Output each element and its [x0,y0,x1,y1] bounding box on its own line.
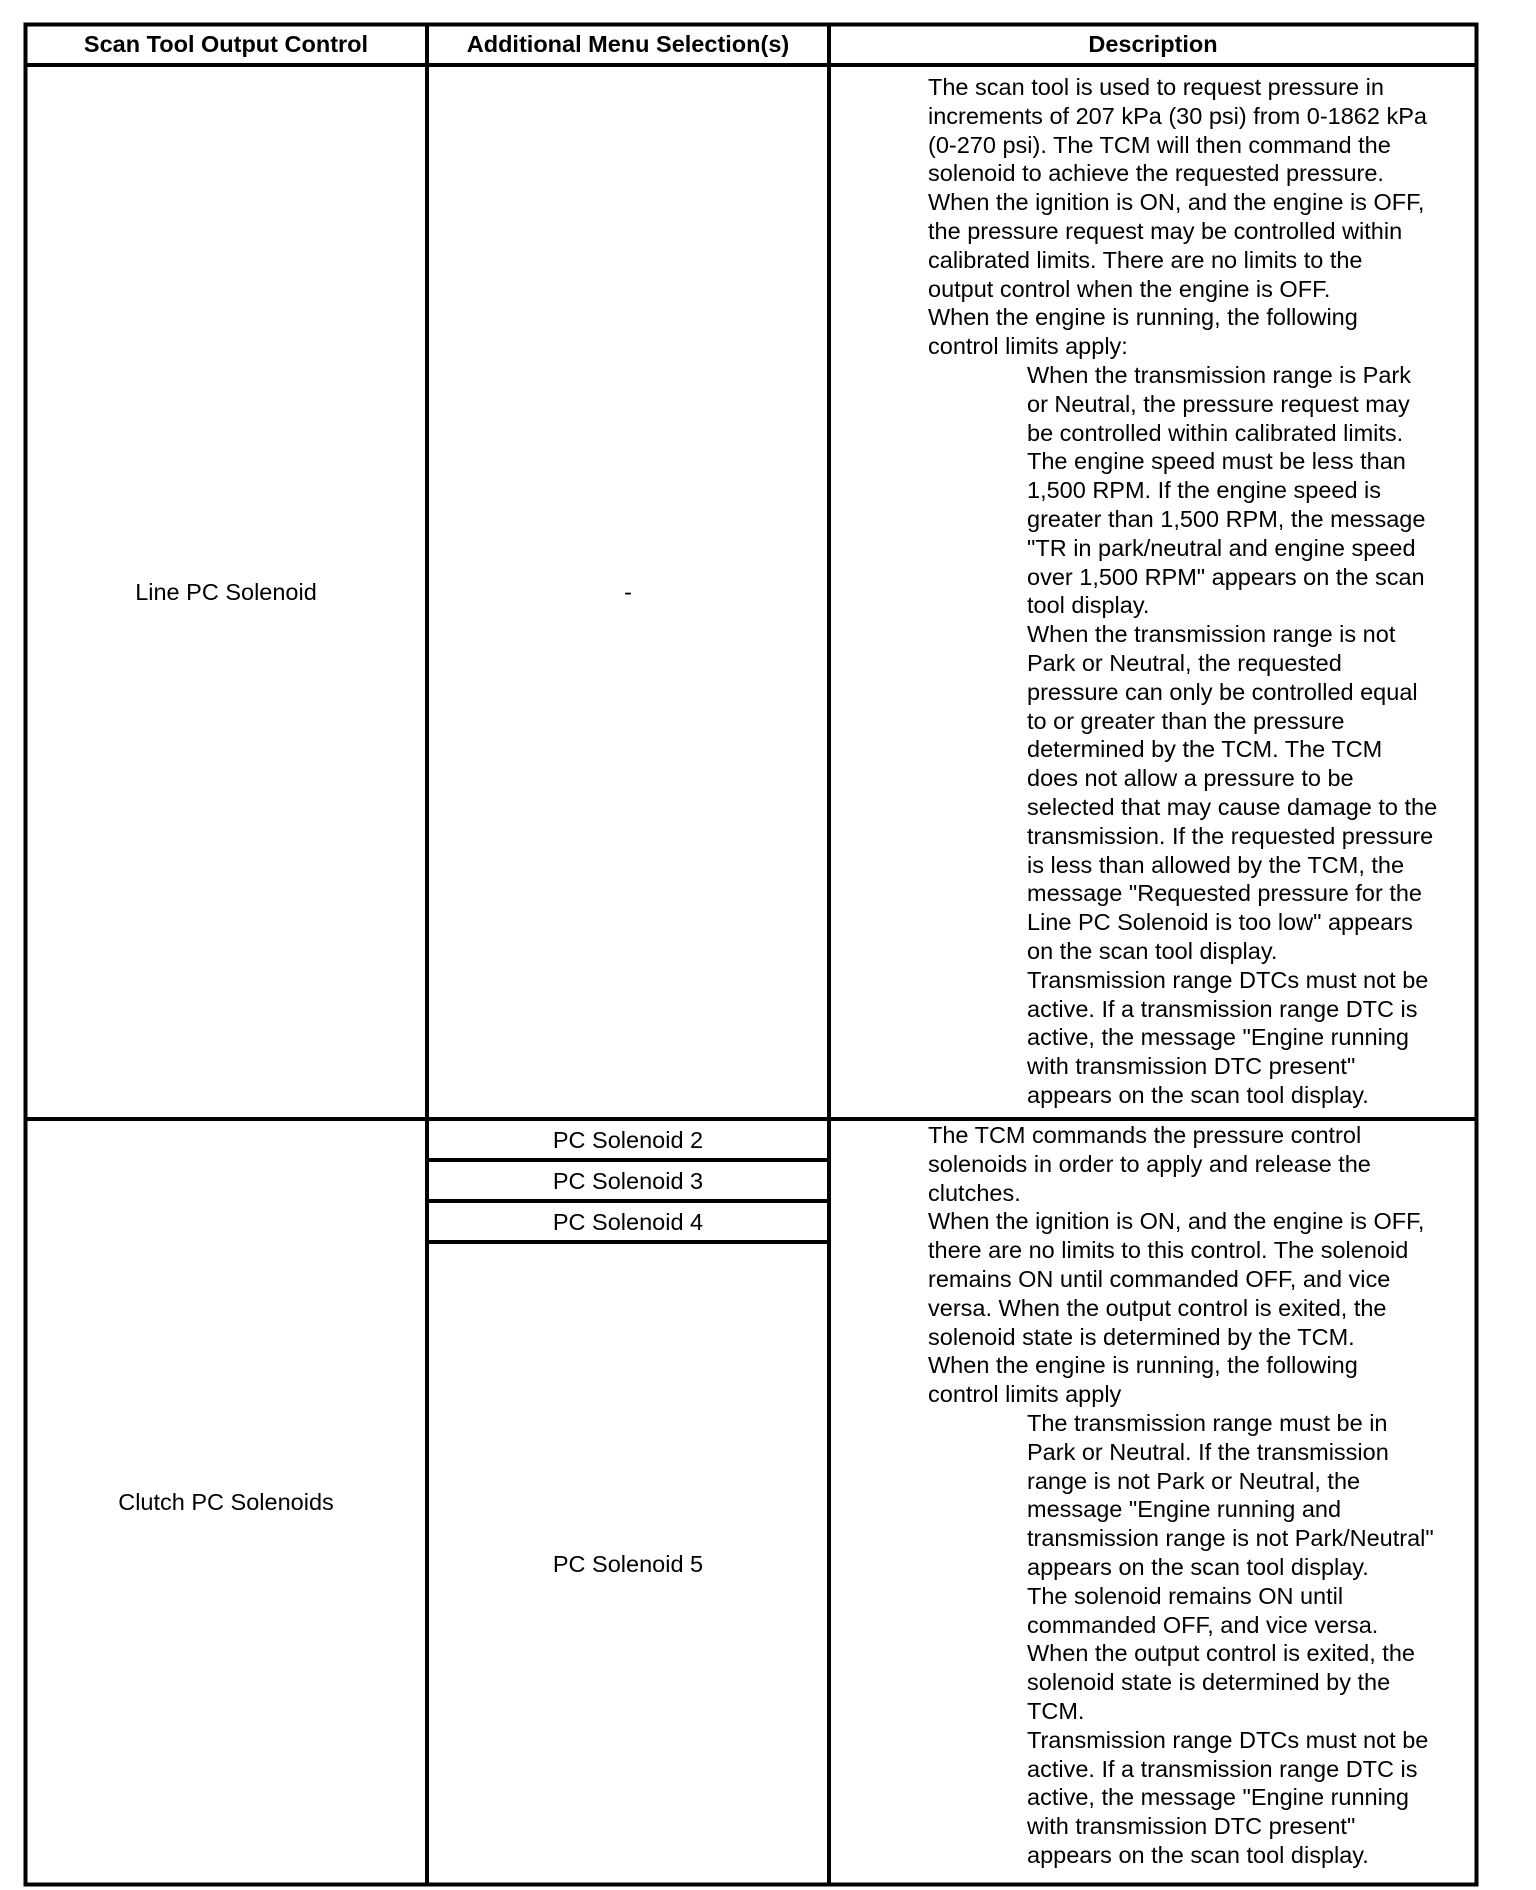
row1-description-line: When the transmission range is not [1027,621,1396,648]
row1-description-line: 1,500 RPM. If the engine speed is [1027,477,1382,504]
row1-description-line: increments of 207 kPa (30 psi) from 0-1862 kPa [928,102,1427,129]
row1-description-line: transmission. If the requested pressure [1027,822,1434,849]
header-additional-menu-selections: Additional Menu Selection(s) [466,31,790,57]
row1-description-line: is less than allowed by the TCM, the [1027,851,1405,878]
row1-description-line: When the ignition is ON, and the engine is OFF, [928,189,1425,216]
row1-selection-label: - [624,578,632,605]
row2-description-line: active. If a transmission range DTC is [1027,1755,1418,1782]
row2-description-line: The TCM commands the pressure control [928,1122,1362,1148]
row1-description-line: solenoid to achieve the requested pressure. [928,160,1384,187]
header-description: Description [1088,31,1218,57]
row2-description-line: TCM. [1027,1697,1085,1724]
row2-description-line: When the engine is running, the following [928,1352,1358,1379]
row1-description-line: selected that may cause damage to the [1027,793,1438,820]
header-scan-tool-output-control: Scan Tool Output Control [83,31,369,57]
row2-description-line: solenoid state is determined by the [1027,1669,1391,1696]
row2-description-line: versa. When the output control is exited, the [928,1294,1387,1321]
row1-control-label: Line PC Solenoid [135,578,317,605]
row2-description-line: remains ON until commanded OFF, and vice [928,1265,1391,1292]
row1-description-line: greater than 1,500 RPM, the message [1027,505,1426,532]
row1-description-line: pressure can only be controlled equal [1027,678,1418,705]
row1-description-line: When the transmission range is Park [1027,361,1411,388]
row1-description-line: appears on the scan tool display. [1027,1081,1369,1108]
row2-description-line: range is not Park or Neutral, the [1027,1467,1361,1494]
row2-description-line: solenoid state is determined by the TCM. [928,1323,1355,1350]
row2-selection-pc-solenoid-5: PC Solenoid 5 [552,1550,704,1577]
row1-description-line: tool display. [1027,592,1150,619]
row1-description-line: (0-270 psi). The TCM will then command the [928,131,1391,158]
row2-description-line: When the output control is exited, the [1027,1640,1415,1667]
row2-description [928,1121,1468,1870]
row1-description-line: When the engine is running, the following [928,304,1358,331]
row1-description-line: The scan tool is used to request pressure in [928,74,1384,100]
row1-description-line: the pressure request may be controlled within [928,217,1403,244]
row1-description-line: active. If a transmission range DTC is [1027,995,1418,1022]
row1-description-line: calibrated limits. There are no limits to the [928,246,1363,273]
row2-description-line: appears on the scan tool display. [1027,1841,1369,1868]
row1-description-line: be controlled within calibrated limits. [1027,419,1404,446]
row2-description-line: When the ignition is ON, and the engine is OFF, [928,1208,1425,1235]
row1-description-line: control limits apply: [928,333,1128,360]
row1-description-line: does not allow a pressure to be [1027,765,1354,792]
row2-description-line: transmission range is not Park/Neutral" [1027,1525,1434,1552]
row2-selection-pc-solenoid-2: PC Solenoid 2 [552,1127,704,1153]
row1-description-line: Line PC Solenoid is too low" appears [1027,909,1413,936]
row1-description-line: Park or Neutral, the requested [1027,649,1342,676]
row2-description-line: solenoids in order to apply and release the [928,1150,1371,1177]
row2-description-line: control limits apply [928,1381,1122,1408]
row1-description-line: Transmission range DTCs must not be [1027,966,1429,993]
row1-description-line: The engine speed must be less than [1027,448,1406,475]
row1-description [928,73,1468,1110]
row2-selection-pc-solenoid-4: PC Solenoid 4 [552,1209,704,1235]
row1-description-line: to or greater than the pressure [1027,707,1345,734]
row1-description-line: determined by the TCM. The TCM [1027,736,1383,763]
row1-description-line: message "Requested pressure for the [1027,880,1423,907]
row1-description-line: output control when the engine is OFF. [928,275,1331,302]
row1-description-line: or Neutral, the pressure request may [1027,390,1410,417]
row1-description-line: over 1,500 RPM" appears on the scan [1027,563,1425,590]
row2-control-label: Clutch PC Solenoids [118,1489,334,1515]
row2-description-line: The solenoid remains ON until [1027,1582,1344,1609]
row2-description-line: Park or Neutral. If the transmission [1027,1438,1389,1465]
row2-selection-pc-solenoid-3: PC Solenoid 3 [552,1168,704,1194]
row2-description-line: Transmission range DTCs must not be [1027,1726,1429,1753]
row2-description-line: clutches. [928,1179,1021,1206]
row2-description-line: message "Engine running and [1027,1496,1342,1523]
row1-description-line: on the scan tool display. [1027,937,1278,964]
row1-description-line: "TR in park/neutral and engine speed [1027,534,1416,561]
row2-description-line: commanded OFF, and vice versa. [1027,1611,1379,1638]
row2-description-line: active, the message "Engine running [1027,1784,1409,1811]
row2-description-line: appears on the scan tool display. [1027,1553,1369,1580]
row2-description-line: The transmission range must be in [1027,1409,1388,1436]
row1-description-line: active, the message "Engine running [1027,1024,1409,1051]
row1-description-line: with transmission DTC present" [1027,1053,1356,1080]
row2-description-line: there are no limits to this control. The solenoid [928,1237,1409,1264]
row2-description-line: with transmission DTC present" [1027,1813,1356,1840]
